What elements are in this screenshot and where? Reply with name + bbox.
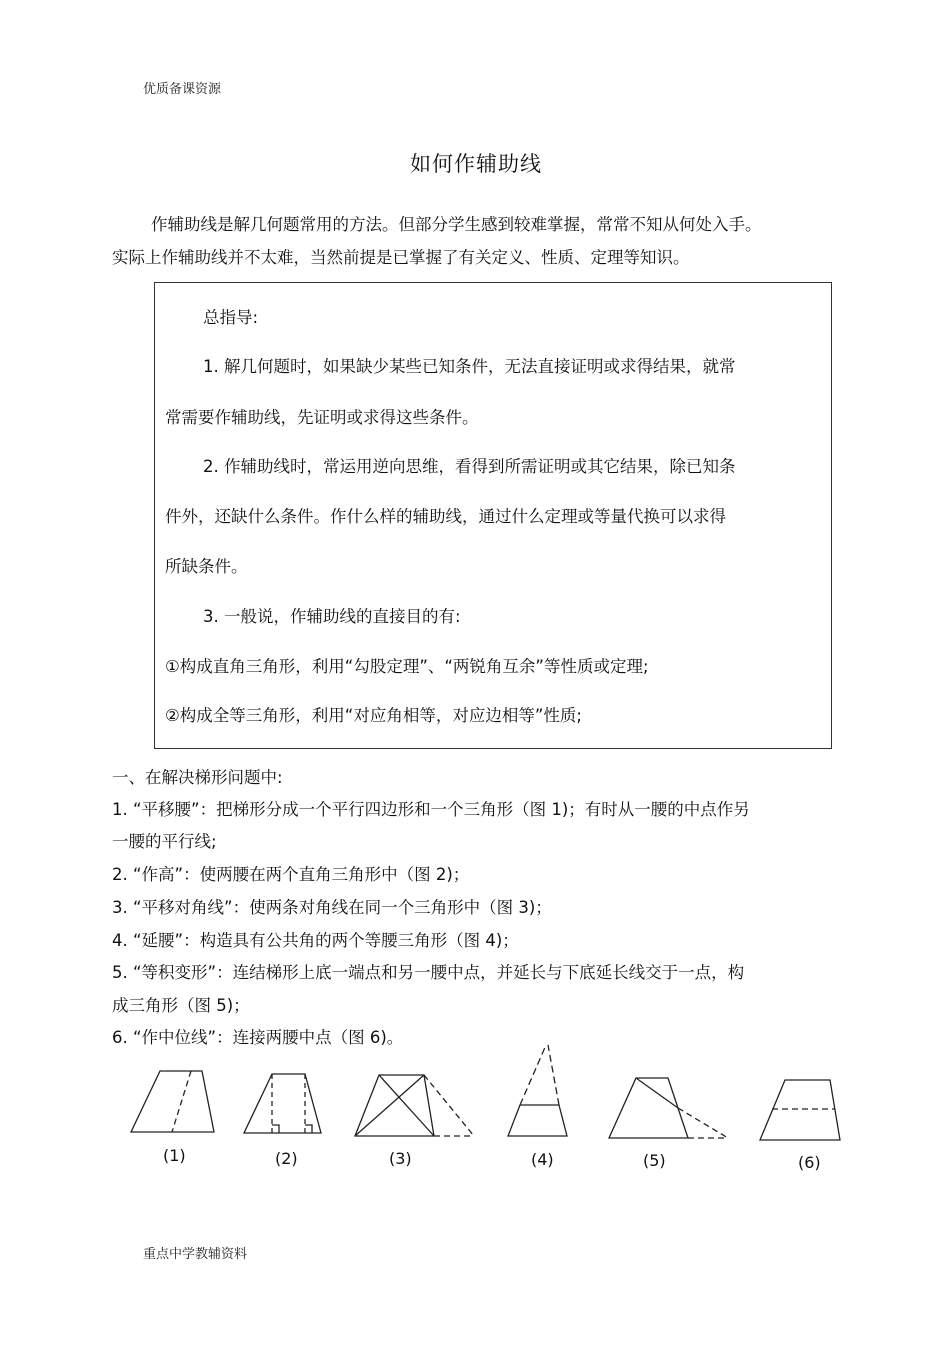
figure-caption-3: (3) [389, 1149, 412, 1168]
guide-point-2b: 件外，还缺什么条件。作什么样的辅助线，通过什么定理或等量代换可以求得 [165, 507, 726, 526]
guide-point-1b: 常需要作辅助线，先证明或求得这些条件。 [165, 408, 479, 427]
page-title: 如何作辅助线 [410, 152, 542, 176]
figure-caption-5: (5) [643, 1151, 666, 1170]
guide-point-1a: 1. 解几何题时，如果缺少某些已知条件，无法直接证明或求得结果，就常 [203, 357, 736, 376]
method-1b: 一腰的平行线; [112, 832, 217, 851]
figure-caption-2: (2) [275, 1149, 298, 1168]
guide-item-2: ②构成全等三角形，利用“对应角相等，对应边相等”性质; [165, 706, 582, 725]
figure-5 [609, 1078, 728, 1138]
figure-2 [244, 1074, 321, 1133]
section-heading: 一、在解决梯形问题中: [112, 768, 283, 787]
method-3: 3. “平移对角线”：使两条对角线在同一个三角形中（图 3)； [112, 898, 552, 917]
guide-point-2a: 2. 作辅助线时，常运用逆向思维，看得到所需证明或其它结果，除已知条 [203, 457, 736, 476]
page-header: 优质备课资源 [143, 82, 222, 97]
figure-caption-4: (4) [531, 1150, 554, 1169]
method-2: 2. “作高”：使两腰在两个直角三角形中（图 2)； [112, 865, 470, 884]
intro-line-2: 实际上作辅助线并不太难，当然前提是已掌握了有关定义、性质、定理等知识。 [112, 248, 690, 267]
method-6: 6. “作中位线”：连接两腰中点（图 6)。 [112, 1028, 404, 1047]
figure-4 [508, 1045, 567, 1136]
method-4: 4. “延腰”：构造具有公共角的两个等腰三角形（图 4)； [112, 931, 519, 950]
guide-point-3: 3. 一般说，作辅助线的直接目的有: [203, 607, 461, 626]
figure-caption-1: (1) [163, 1146, 186, 1165]
figure-1 [131, 1071, 214, 1132]
guide-heading: 总指导: [203, 308, 259, 327]
method-5b: 成三角形（图 5)； [112, 996, 250, 1015]
page-footer: 重点中学教辅资料 [143, 1247, 248, 1262]
guide-point-2c: 所缺条件。 [165, 557, 248, 576]
figure-caption-6: (6) [798, 1153, 821, 1172]
guide-item-1: ①构成直角三角形，利用“勾股定理”、“两锐角互余”等性质或定理; [165, 657, 649, 676]
figure-3 [355, 1075, 474, 1136]
method-5a: 5. “等积变形”：连结梯形上底一端点和另一腰中点，并延长与下底延长线交于一点，构 [112, 963, 745, 982]
method-1a: 1. “平移腰”：把梯形分成一个平行四边形和一个三角形（图 1)；有时从一腰的中点作另 [112, 800, 750, 819]
figure-6 [760, 1080, 840, 1140]
intro-line-1: 作辅助线是解几何题常用的方法。但部分学生感到较难掌握，常常不知从何处入手。 [151, 215, 762, 234]
